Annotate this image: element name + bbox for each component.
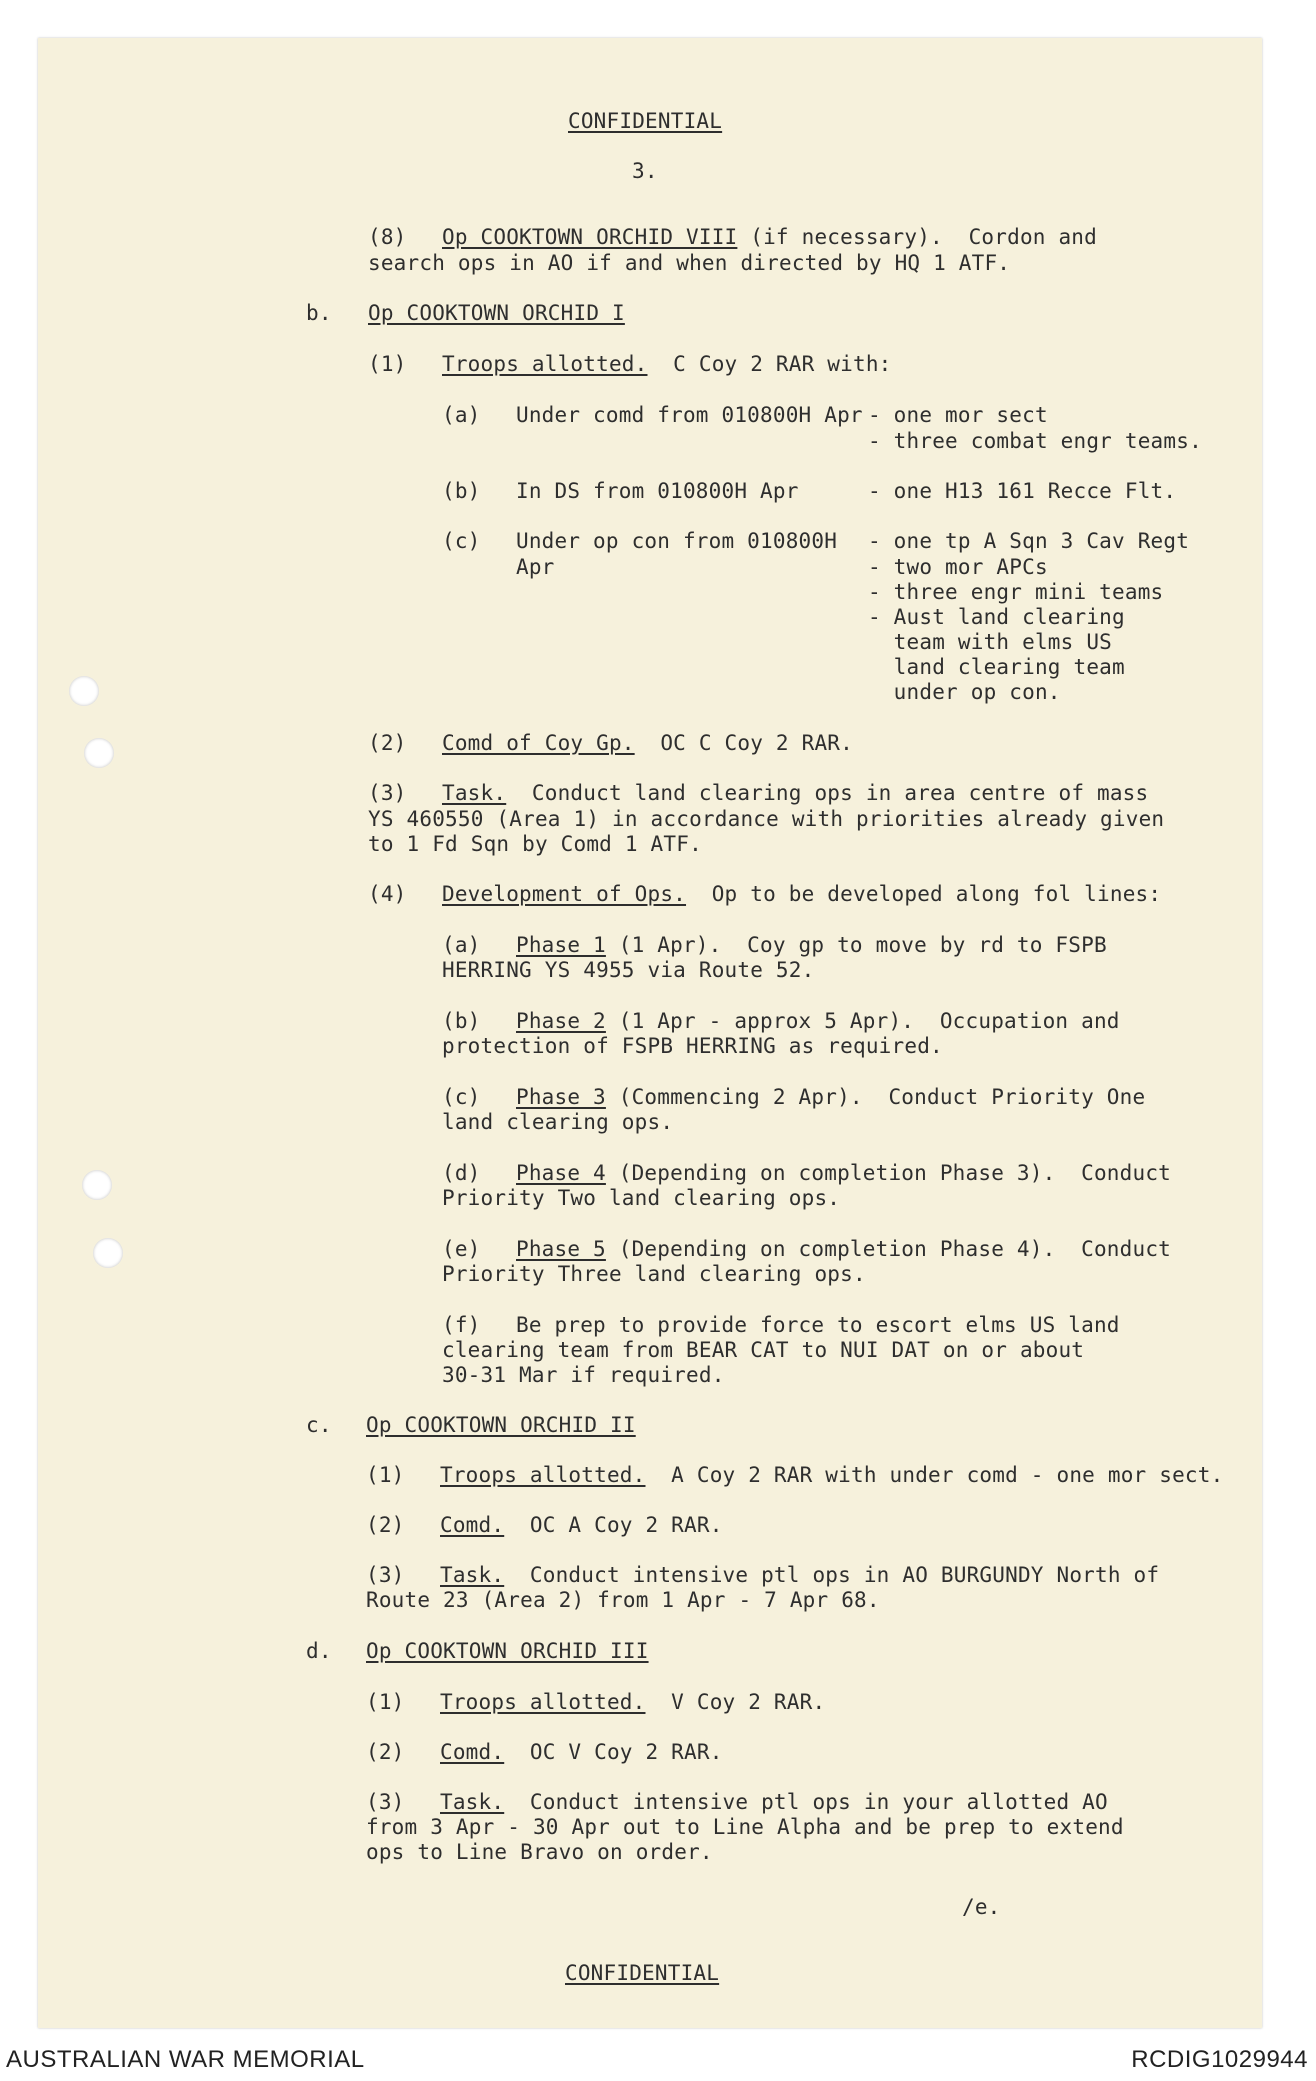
section-title: Op COOKTOWN ORCHID III xyxy=(366,1639,649,1663)
sub-letter: (b) xyxy=(442,479,481,503)
phase-letter: (e) xyxy=(442,1237,481,1261)
para-text: Op to be developed along fol lines: xyxy=(686,882,1162,906)
para-number: (4) xyxy=(368,882,407,906)
phase-heading: Phase 2 xyxy=(516,1009,606,1033)
phase-heading: Phase 4 xyxy=(516,1161,606,1185)
phase-text: (Depending on completion Phase 3). Conduct xyxy=(605,1161,1172,1185)
classification-footer: CONFIDENTIAL xyxy=(565,1961,720,1985)
sub-text: Under op con from 010800H xyxy=(516,529,838,553)
para-text: Conduct intensive ptl ops in your allotted AO xyxy=(504,1790,1108,1814)
para-text: OC V Coy 2 RAR. xyxy=(504,1740,723,1764)
para-line: from 3 Apr - 30 Apr out to Line Alpha and be prep to extend xyxy=(366,1815,1124,1839)
para-line: ops to Line Bravo on order. xyxy=(366,1840,713,1864)
sub-detail: - one mor sect xyxy=(868,403,1048,427)
classification-header: CONFIDENTIAL xyxy=(568,109,723,133)
para-line xyxy=(440,1739,723,1765)
para-line: Route 23 (Area 2) from 1 Apr - 7 Apr 68. xyxy=(366,1588,880,1612)
sub-letter: (a) xyxy=(442,403,481,427)
sub-detail: under op con. xyxy=(868,680,1061,704)
para-line xyxy=(442,351,892,377)
phase-line xyxy=(516,1160,1171,1186)
para-text: (if necessary). Cordon and xyxy=(737,225,1097,249)
para-heading: Troops allotted. xyxy=(442,352,648,376)
para-heading: Comd. xyxy=(440,1513,505,1537)
phase-line xyxy=(516,932,1107,958)
phase-line: Be prep to provide force to escort elms US land xyxy=(516,1313,1120,1337)
sub-detail: - three engr mini teams xyxy=(868,580,1164,604)
para-line xyxy=(442,224,1097,250)
phase-line xyxy=(516,1084,1145,1110)
sub-detail: - one tp A Sqn 3 Cav Regt xyxy=(868,529,1190,553)
section-title: Op COOKTOWN ORCHID II xyxy=(366,1413,636,1437)
para-number: (1) xyxy=(366,1463,405,1487)
section-title: Op COOKTOWN ORCHID I xyxy=(368,301,625,325)
para-line xyxy=(442,730,853,756)
page-number: 3. xyxy=(632,159,658,183)
para-number: (1) xyxy=(368,352,407,376)
para-number: (3) xyxy=(366,1563,405,1587)
para-text: OC A Coy 2 RAR. xyxy=(504,1513,723,1537)
phase-line xyxy=(516,1008,1120,1034)
phase-letter: (a) xyxy=(442,933,481,957)
phase-text: (1 Apr - approx 5 Apr). Occupation and xyxy=(605,1009,1120,1033)
para-heading: Comd of Coy Gp. xyxy=(442,731,635,755)
para-number: (2) xyxy=(366,1513,405,1537)
phase-text: (1 Apr). Coy gp to move by rd to FSPB xyxy=(605,933,1107,957)
para-text: Conduct intensive ptl ops in AO BURGUNDY North of xyxy=(504,1563,1160,1587)
sub-text: Under comd from 010800H Apr xyxy=(516,403,863,427)
para-text: C Coy 2 RAR with: xyxy=(647,352,892,376)
para-line: to 1 Fd Sqn by Comd 1 ATF. xyxy=(368,832,702,856)
phase-heading: Phase 3 xyxy=(516,1085,606,1109)
phase-heading: Phase 1 xyxy=(516,933,606,957)
para-text: V Coy 2 RAR. xyxy=(645,1690,826,1714)
sub-detail: land clearing team xyxy=(868,655,1125,679)
sub-text: In DS from 010800H Apr xyxy=(516,479,799,503)
punch-hole xyxy=(93,1238,123,1268)
para-number: (3) xyxy=(368,781,407,805)
sub-detail: team with elms US xyxy=(868,630,1113,654)
document-page xyxy=(38,38,1262,2028)
phase-line: protection of FSPB HERRING as required. xyxy=(442,1034,943,1058)
para-line xyxy=(442,780,1148,806)
para-line xyxy=(440,1789,1108,1815)
para-number: (3) xyxy=(366,1790,405,1814)
para-line xyxy=(442,881,1161,907)
phase-text: (Commencing 2 Apr). Conduct Priority One xyxy=(605,1085,1146,1109)
para-line xyxy=(440,1562,1159,1588)
sub-letter: (c) xyxy=(442,529,481,553)
section-letter: c. xyxy=(306,1413,332,1437)
phase-line: Priority Two land clearing ops. xyxy=(442,1186,841,1210)
phase-line xyxy=(516,1236,1171,1262)
para-heading: Development of Ops. xyxy=(442,882,687,906)
para-heading: Comd. xyxy=(440,1740,505,1764)
archive-credit: AUSTRALIAN WAR MEMORIAL xyxy=(6,2046,365,2073)
sub-text: Apr xyxy=(516,555,555,579)
para-line: search ops in AO if and when directed by HQ 1 ATF. xyxy=(368,251,1011,275)
phase-line: land clearing ops. xyxy=(442,1110,674,1134)
phase-letter: (c) xyxy=(442,1085,481,1109)
phase-line: HERRING YS 4955 via Route 52. xyxy=(442,958,815,982)
para-heading: Task. xyxy=(442,781,507,805)
para-line xyxy=(440,1512,723,1538)
para-text: A Coy 2 RAR with under comd - one mor sect. xyxy=(645,1463,1224,1487)
para-number: (2) xyxy=(368,731,407,755)
para-line: YS 460550 (Area 1) in accordance with priorities already given xyxy=(368,807,1165,831)
para-text: Conduct land clearing ops in area centre of mass xyxy=(506,781,1149,805)
phase-heading: Phase 5 xyxy=(516,1237,606,1261)
para-heading: Troops allotted. xyxy=(440,1463,646,1487)
para-text: OC C Coy 2 RAR. xyxy=(634,731,853,755)
archive-id: RCDIG1029944 xyxy=(1131,2046,1308,2073)
op-title: Op COOKTOWN ORCHID VIII xyxy=(442,225,738,249)
para-heading: Troops allotted. xyxy=(440,1690,646,1714)
punch-hole xyxy=(84,738,114,768)
para-number: (2) xyxy=(366,1740,405,1764)
phase-letter: (f) xyxy=(442,1313,481,1337)
sub-detail: - three combat engr teams. xyxy=(868,429,1202,453)
continuation-marker: /e. xyxy=(962,1895,1001,1919)
para-number: (1) xyxy=(366,1690,405,1714)
phase-letter: (b) xyxy=(442,1009,481,1033)
sub-detail: - two mor APCs xyxy=(868,555,1048,579)
punch-hole xyxy=(82,1170,112,1200)
para-number: (8) xyxy=(368,225,407,249)
para-heading: Task. xyxy=(440,1563,505,1587)
para-line xyxy=(440,1462,1223,1488)
para-heading: Task. xyxy=(440,1790,505,1814)
phase-line: Priority Three land clearing ops. xyxy=(442,1262,866,1286)
phase-line: 30-31 Mar if required. xyxy=(442,1363,725,1387)
sub-detail: - one H13 161 Recce Flt. xyxy=(868,479,1177,503)
phase-text: (Depending on completion Phase 4). Conduct xyxy=(605,1237,1172,1261)
phase-line: clearing team from BEAR CAT to NUI DAT on or about xyxy=(442,1338,1085,1362)
section-letter: b. xyxy=(306,301,332,325)
para-line xyxy=(440,1689,825,1715)
section-letter: d. xyxy=(306,1639,332,1663)
phase-letter: (d) xyxy=(442,1161,481,1185)
punch-hole xyxy=(69,676,99,706)
sub-detail: - Aust land clearing xyxy=(868,605,1125,629)
